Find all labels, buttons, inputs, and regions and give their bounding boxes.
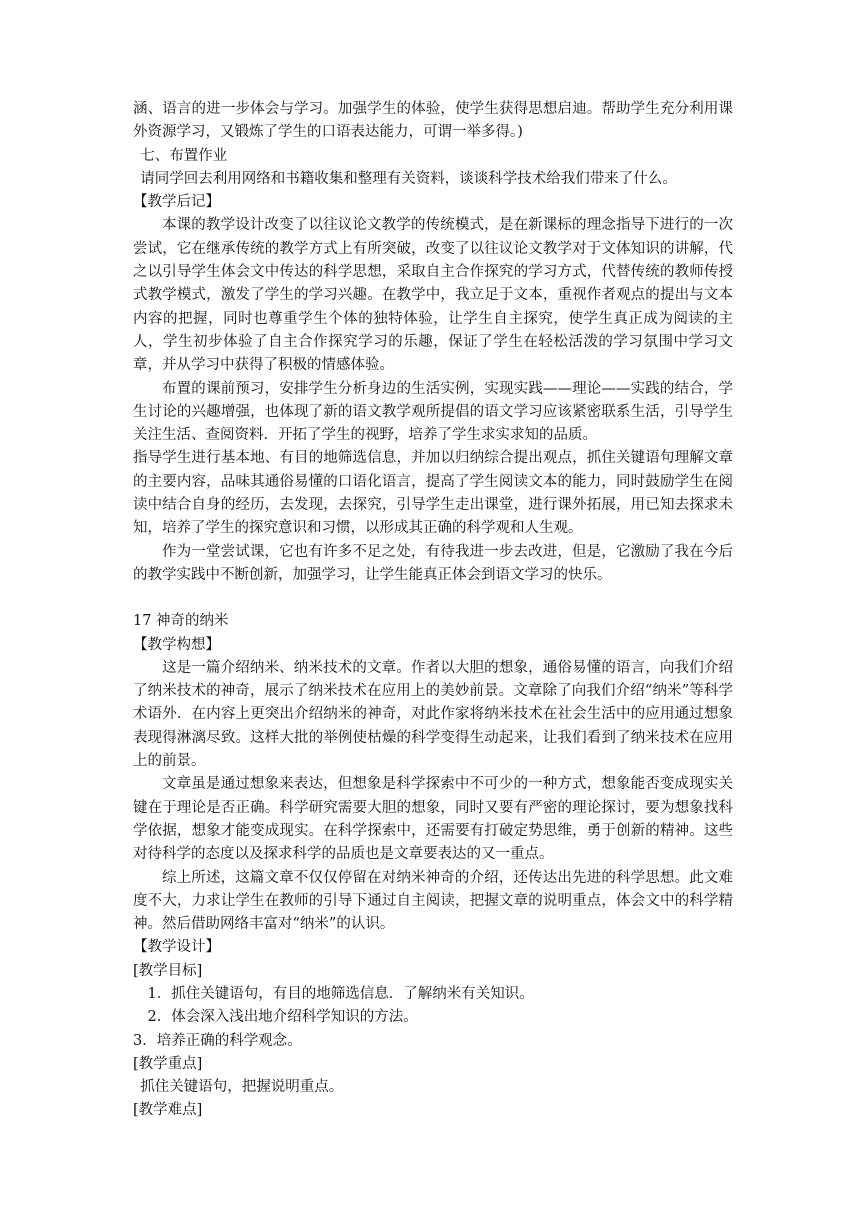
afterword-paragraph-2: 布置的课前预习，安排学生分析身边的生活实例，实现实践——理论——实践的结合，学生讨论的兴趣增强，也体现了新的语文教学观所提倡的语文学习应该紧密联系生活，引导学生关注生活、查阅资料．开拓了学生的视野，培养了学生求实求知的品质。 [133,380,733,444]
section-7-title: 七、布置作业 [140,147,228,164]
afterword-paragraph-4: 作为一堂尝试课，它也有许多不足之处，有待我进一步去改进，但是，它激励了我在今后的教学实践中不断创新，加强学习，让学生能真正体会到语文学习的快乐。 [133,543,733,583]
concept-paragraph-2: 文章虽是通过想象来表达，但想象是科学探索中不可少的一种方式，想象能否变成现实关键在于理论是否正确。科学研究需要大胆的想象，同时又要有严密的理论探讨，要为想象找科学依据，想象才能变成现实。在科学探索中，还需要有打破定势思维，勇于创新的精神。这些对待科学的态度以及探求科学的品质也是文章要表达的又一重点。 [133,776,733,863]
focus-heading: [教学重点] [133,1055,203,1072]
goal-item-3: 3．培养正确的科学观念。 [133,1032,302,1049]
concept-heading: 【教学构想】 [133,636,220,653]
lesson-title: 17 神奇的纳米 [133,613,229,630]
document-page [133,98,733,1123]
afterword-paragraph-3: 指导学生进行基本地、有目的地筛选信息，并加以归纳综合提出观点，抓住关键语句理解文章的主要内容，品味其通俗易懂的口语化语言，提高了学生阅读文本的能力，同时鼓励学生在阅读中结合自身的经历，去发现，去探究，引导学生走出课堂，进行课外拓展，用已知去探求未知，培养了学生的探究意识和习惯，以形成其正确的科学观和人生观。 [133,450,733,537]
goal-item-1: 1．抓住关键语句，有目的地筛选信息．了解纳米有关知识。 [147,985,534,1002]
afterword-paragraph-1: 本课的教学设计改变了以往议论文教学的传统模式，是在新课标的理念指导下进行的一次尝试，它在继承传统的教学方式上有所突破，改变了以往议论文教学对于文体知识的讲解，代之以引导学生体会文中传达的科学思想，采取自主合作探究的学习方式，代替传统的教师传授式教学模式，激发了学生的学习兴趣。在教学中，我立足于文本，重视作者观点的提出与文本内容的把握，同时也尊重学生个体的独特体验，让学生自主探究，使学生真正成为阅读的主人，学生初步体验了自主合作探究学习的乐趣，保证了学生在轻松活泼的学习氛围中学习文章，并从学习中获得了积极的情感体验。 [133,217,733,374]
blank-line [133,587,733,610]
afterword-heading: 【教学后记】 [133,194,220,211]
section-7-text: 请同学回去利用网络和书籍收集和整理有关资料，谈谈科学技术给我们带来了什么。 [140,170,677,187]
goals-heading: [教学目标] [133,962,203,979]
design-heading: 【教学设计】 [133,939,220,956]
intro-paragraph: 涵、语言的进一步体会与学习。加强学生的体验，使学生获得思想启迪。帮助学生充分利用课外资源学习，又锻炼了学生的口语表达能力，可谓一举多得。) [133,101,733,141]
focus-text: 抓住关键语句，把握说明重点。 [140,1079,344,1096]
goal-item-2: 2．体会深入浅出地介绍科学知识的方法。 [147,1009,418,1026]
difficulty-heading: [教学难点] [133,1102,203,1119]
concept-paragraph-3: 综上所述，这篇文章不仅仅停留在对纳米神奇的介绍，还传达出先进的科学思想。此文难度不大，力求让学生在教师的引导下通过自主阅读，把握文章的说明重点，体会文中的科学精神。然后借助网络丰富对“纳米”的认识。 [133,869,733,933]
concept-paragraph-1: 这是一篇介绍纳米、纳米技术的文章。作者以大胆的想象，通俗易懂的语言，向我们介绍了纳米技术的神奇，展示了纳米技术在应用上的美妙前景。文章除了向我们介绍“纳米”等科学术语外．在内容上更突出介绍纳米的神奇，对此作家将纳米技术在社会生活中的应用通过想象表现得淋漓尽致。这样大批的举例使枯燥的科学变得生动起来，让我们看到了纳米技术在应用上的前景。 [133,659,733,770]
